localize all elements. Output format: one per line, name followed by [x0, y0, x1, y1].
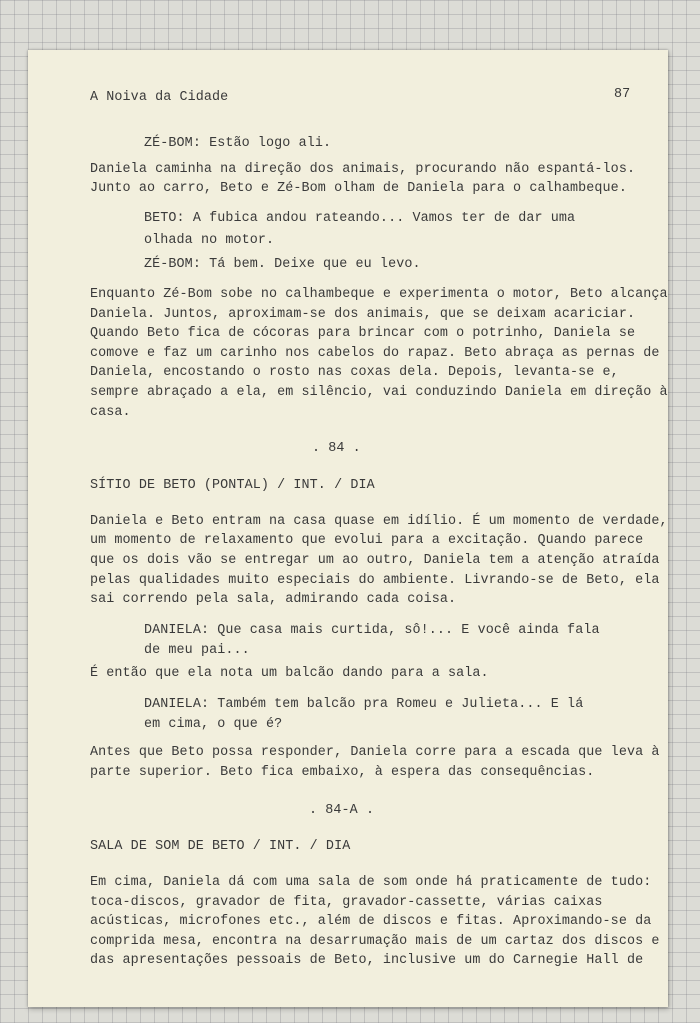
- dialogue-line: DANIELA: Também tem balcão pra Romeu e Julieta... E lá: [144, 697, 584, 712]
- action-line: das apresentações pessoais de Beto, inclusive um do Carnegie Hall de: [90, 953, 644, 968]
- scene-number: . 84 .: [312, 441, 361, 456]
- dialogue-line: em cima, o que é?: [144, 717, 283, 732]
- action-line: comove e faz um carinho nos cabelos do rapaz. Beto abraça as pernas de: [90, 346, 660, 361]
- action-line: acústicas, microfones etc., além de discos e fitas. Aproximando-se da: [90, 914, 652, 929]
- action-line: toca-discos, gravador de fita, gravador-cassette, várias caixas: [90, 895, 603, 910]
- action-line: sempre abraçado a ela, em silêncio, vai conduzindo Daniela em direção à: [90, 385, 668, 400]
- dialogue-line: de meu pai...: [144, 643, 250, 658]
- typewritten-script-page: [28, 50, 668, 1007]
- dialogue-line: ZÉ-BOM: Tá bem. Deixe que eu levo.: [144, 257, 421, 272]
- action-line: Daniela caminha na direção dos animais, procurando não espantá-los.: [90, 162, 636, 177]
- dialogue-line: DANIELA: Que casa mais curtida, sô!... E você ainda fala: [144, 623, 600, 638]
- page-number: 87: [614, 87, 631, 102]
- dialogue-line: ZÉ-BOM: Estão logo ali.: [144, 136, 332, 151]
- dialogue-line: BETO: A fubica andou rateando... Vamos ter de dar uma: [144, 211, 576, 226]
- page-header-title: A Noiva da Cidade: [90, 90, 229, 105]
- action-line: sai correndo pela sala, admirando cada coisa.: [90, 592, 457, 607]
- action-line: Daniela e Beto entram na casa quase em idílio. É um momento de verdade,: [90, 514, 668, 529]
- scene-heading: SALA DE SOM DE BETO / INT. / DIA: [90, 839, 351, 854]
- action-line: Daniela. Juntos, aproximam-se dos animais, que se deixam acariciar.: [90, 307, 636, 322]
- action-line: parte superior. Beto fica embaixo, à espera das consequências.: [90, 765, 595, 780]
- action-line: Junto ao carro, Beto e Zé-Bom olham de Daniela para o calhambeque.: [90, 181, 627, 196]
- scene-number: . 84-A .: [309, 803, 375, 818]
- action-line: comprida mesa, encontra na desarrumação mais de um cartaz dos discos e: [90, 934, 660, 949]
- action-line: que os dois vão se entregar um ao outro, Daniela tem a atenção atraída: [90, 553, 660, 568]
- action-line: Daniela, encostando o rosto nas coxas dela. Depois, levanta-se e,: [90, 365, 619, 380]
- action-line: casa.: [90, 405, 131, 420]
- action-line: É então que ela nota um balcão dando para a sala.: [90, 666, 489, 681]
- action-line: Em cima, Daniela dá com uma sala de som onde há praticamente de tudo:: [90, 875, 652, 890]
- action-line: um momento de relaxamento que evolui para a excitação. Quando parece: [90, 533, 644, 548]
- dialogue-line: olhada no motor.: [144, 233, 275, 248]
- action-line: Enquanto Zé-Bom sobe no calhambeque e experimenta o motor, Beto alcança: [90, 287, 668, 302]
- action-line: pelas qualidades muito especiais do ambiente. Livrando-se de Beto, ela: [90, 573, 660, 588]
- action-line: Antes que Beto possa responder, Daniela corre para a escada que leva à: [90, 745, 660, 760]
- scene-heading: SÍTIO DE BETO (PONTAL) / INT. / DIA: [90, 478, 375, 493]
- action-line: Quando Beto fica de cócoras para brincar com o potrinho, Daniela se: [90, 326, 636, 341]
